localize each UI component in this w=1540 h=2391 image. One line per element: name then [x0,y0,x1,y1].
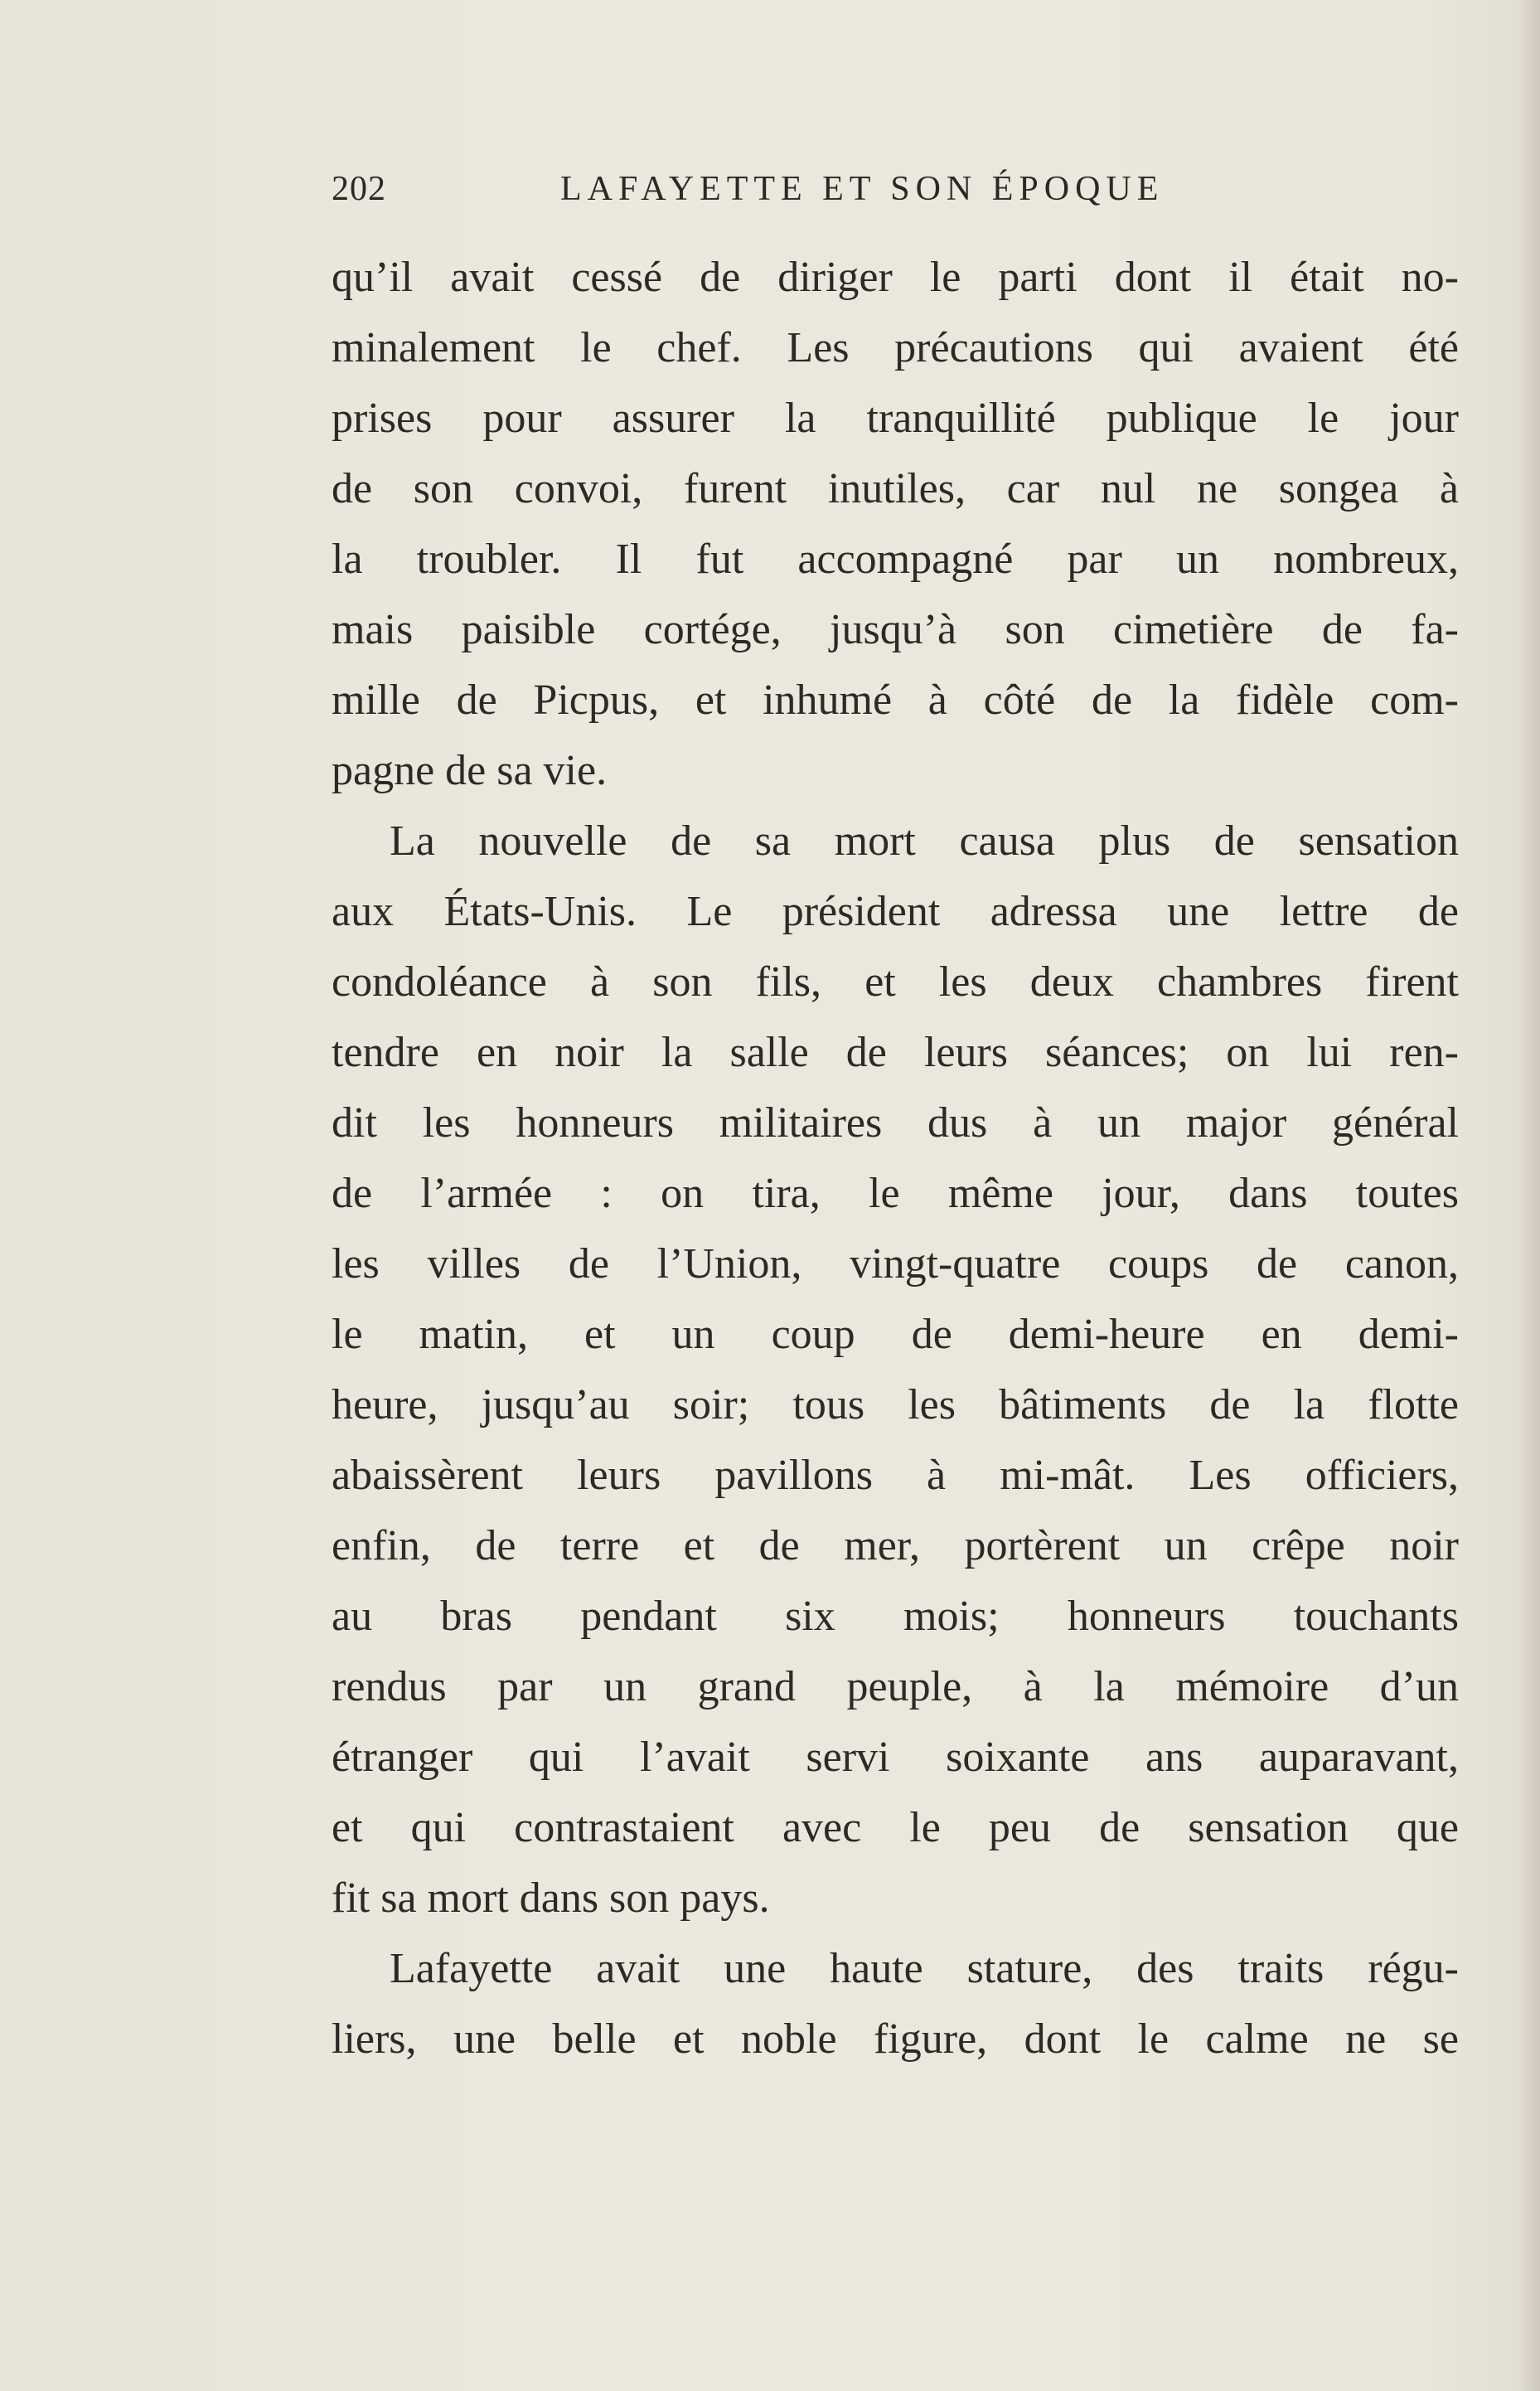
text-line: enfin, de terre et de mer, portèrent un crêpe noir [332,1522,1459,1569]
text-line: la troubler. Il fut accompagné par un nombreux, [332,536,1459,583]
text-line: abaissèrent leurs pavillons à mi-mât. Les officiers, [332,1452,1459,1499]
text-line: mais paisible cortége, jusqu’à son cimetière de fa- [332,606,1459,653]
text-line: fit sa mort dans son pays. [332,1874,770,1922]
text-line: le matin, et un coup de demi-heure en demi- [332,1311,1459,1358]
text-line: dit les honneurs militaires dus à un major général [332,1099,1459,1147]
text-line: liers, une belle et noble figure, dont le calme ne se [332,2015,1459,2063]
text-line: aux États-Unis. Le président adressa une lettre de [332,888,1459,935]
text-line: tendre en noir la salle de leurs séances; on lui ren- [332,1029,1459,1076]
page-edge-shadow [1518,0,1540,2391]
text-line: La nouvelle de sa mort causa plus de sensation [390,817,1459,865]
text-line: les villes de l’Union, vingt-quatre coups de canon, [332,1240,1459,1288]
text-line: de l’armée : on tira, le même jour, dans toutes [332,1170,1459,1217]
page-number: 202 [332,170,386,208]
body-text [332,242,1459,2074]
text-line: mille de Picpus, et inhumé à côté de la fidèle com- [332,677,1459,724]
text-line: condoléance à son fils, et les deux chambres firent [332,958,1459,1006]
text-line: étranger qui l’avait servi soixante ans auparavant, [332,1734,1459,1781]
text-line: rendus par un grand peuple, à la mémoire d’un [332,1663,1459,1710]
running-title: LAFAYETTE ET SON ÉPOQUE [560,170,1165,208]
text-line: de son convoi, furent inutiles, car nul ne songea à [332,465,1459,512]
running-header [332,169,1459,219]
text-line: pagne de sa vie. [332,747,608,794]
text-line: et qui contrastaient avec le peu de sensation que [332,1804,1459,1851]
text-line: heure, jusqu’au soir; tous les bâtiments de la flotte [332,1381,1459,1428]
text-line: Lafayette avait une haute stature, des traits régu- [390,1945,1459,1992]
text-line: minalement le chef. Les précautions qui avaient été [332,324,1459,371]
text-line: prises pour assurer la tranquillité publique le jour [332,395,1459,442]
text-line: qu’il avait cessé de diriger le parti dont il était no- [332,254,1459,301]
text-line: au bras pendant six mois; honneurs touchants [332,1593,1459,1640]
